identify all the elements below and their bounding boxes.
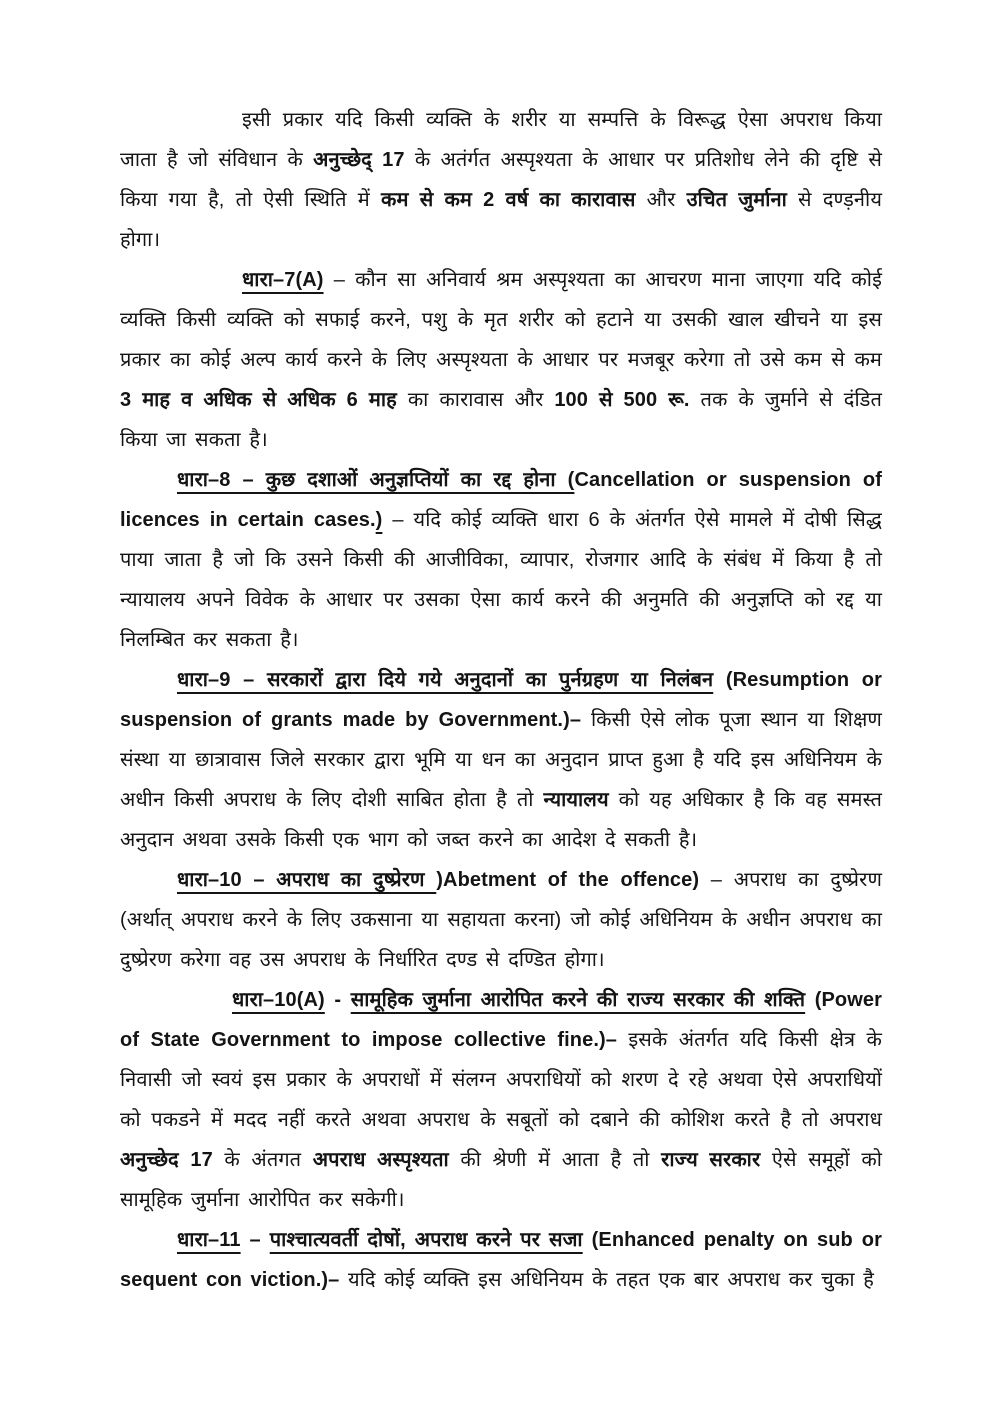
body-text: ऐसे समूहों को सामूहिक जुर्माना आरोपित कर सकेगी। — [120, 1149, 882, 1211]
section-10a-heading-english: (Power of State Government to impose collective fine.)– — [120, 989, 883, 1051]
section-7a-heading: धारा–7(A) — [242, 269, 324, 291]
para-section-11 — [120, 1220, 882, 1300]
body-text: और — [635, 189, 687, 211]
section-9-heading-english: (Resumption or suspension of grants made by Government.)– — [120, 669, 882, 731]
body-text: के अंतगत — [212, 1149, 313, 1171]
section-10a-heading-title: सामूहिक जुर्माना आरोपित करने की राज्य सरकार की शक्ति — [350, 989, 806, 1011]
bold-phrase-months: 3 माह व अधिक से अधिक 6 माह — [120, 389, 397, 411]
bold-phrase-article-17: अनुच्छेद् 17 — [313, 149, 405, 171]
bold-phrase-article-17: अनुच्छेद 17 — [120, 1149, 213, 1171]
section-11-heading-number: धारा–11 — [177, 1229, 241, 1251]
text-block — [120, 100, 882, 1300]
para-section-10 — [120, 860, 882, 980]
section-8-heading-english: Cancellation or suspension of licences in certain cases. — [120, 469, 882, 531]
body-text: – यदि कोई व्यक्ति धारा 6 के अंतर्गत ऐसे मामले में दोषी सिद्ध पाया जाता है जो कि उसने किसी की आजीविका, व्यापार, रोजगार आदि के संबंध में किया है तो न्यायालय अपने विवेक के आधार पर उसका ऐसा कार्य करने की अनुमति की अनुज्ञप्ति को रद्द या निलम्बित कर सकता है। — [120, 509, 882, 651]
body-text: इसके अंतर्गत यदि किसी क्षेत्र के निवासी जो स्वयं इस प्रकार के अपराधों में संलग्न अपराधियों को शरण दे रहे अथवा ऐसे अपराधियों को पकडने में मदद नहीं करते अथवा अपराध के सबूतों को दबाने की कोशिश करते है तो अपराध — [120, 1029, 882, 1131]
section-11-heading-title: पाश्चात्यवर्ती दोषों, अपराध करने पर सजा — [269, 1229, 583, 1251]
body-text: के अतंर्गत अस्पृश्यता के आधार पर प्रतिशोध लेने की दृष्टि से किया गया है, तो ऐसी स्थिति में — [120, 149, 882, 211]
section-11-heading-dash: – — [240, 1229, 270, 1251]
body-text: – अपराध का दुष्प्रेरण (अर्थात् अपराध करने के लिए उकसाना या सहायता करना) जो कोई अधिनियम के अधीन अपराध का दुष्प्रेरण करेगा वह उस अपराध के निर्धारित दण्ड से दण्डित होगा। — [120, 869, 882, 971]
body-text: – कौन सा अनिवार्य श्रम अस्पृश्यता का आचरण माना जाएगा यदि कोई व्यक्ति किसी व्यक्ति को सफाई करने, पशु के मृत शरीर को हटाने या उसकी खाल खीचने या इस प्रकार का कोई अल्प कार्य करने के लिए अस्पृश्यता के आधार पर मजबूर करेगा तो उसे कम से कम — [120, 269, 882, 371]
bold-phrase-untouchability-offence: अपराध अस्पृश्यता — [312, 1149, 449, 1171]
body-text: की श्रेणी में आता है तो — [448, 1149, 662, 1171]
bold-phrase-imprisonment: कम से कम 2 वर्ष का कारावास — [381, 189, 636, 211]
bold-phrase-state-government: राज्य सरकार — [661, 1149, 761, 1171]
para-intro — [120, 100, 882, 260]
section-10a-heading-dash: - — [324, 989, 351, 1011]
body-text: को यह अधिकार है कि वह समस्त अनुदान अथवा उसके किसी एक भाग को जब्त करने का आदेश दे सकती है। — [120, 789, 882, 851]
para-section-7a — [120, 260, 882, 460]
section-10a-heading-number: धारा–10(A) — [232, 989, 325, 1011]
bold-phrase-fine: उचित जुर्माना — [686, 189, 787, 211]
section-8-heading-paren: ) — [375, 509, 383, 531]
body-text: किसी ऐसे लोक पूजा स्थान या शिक्षण संस्था या छात्रावास जिले सरकार द्वारा भूमि या धन का अनुदान प्राप्त हुआ है यदि इस अधिनियम के अधीन किसी अपराध के लिए दोशी साबित होता है तो — [120, 709, 882, 811]
section-10-heading: धारा–10 – अपराध का दुष्प्रेरण — [177, 869, 437, 891]
section-10-heading-english: )Abetment of the offence) — [436, 869, 700, 891]
body-text: तक के जुर्माने से दंडित किया जा सकता है। — [120, 389, 882, 451]
para-section-10a — [120, 980, 882, 1220]
para-section-9 — [120, 660, 882, 860]
section-11-heading-english: (Enhanced penalty on sub or sequent con viction.)– — [120, 1229, 882, 1291]
bold-phrase-court: न्यायालय — [543, 789, 609, 811]
section-9-heading: धारा–9 – सरकारों द्वारा दिये गये अनुदानों का पुर्नग्रहण या निलंबन — [177, 669, 714, 691]
section-8-heading: धारा–8 – कुछ दशाओं अनुज्ञप्तियों का रद्द होना ( — [177, 469, 575, 491]
body-text: का कारावास और — [396, 389, 555, 411]
body-text: यदि कोई व्यक्ति इस अधिनियम के तहत एक बार अपराध कर चुका है — [348, 1269, 874, 1291]
body-text: इसी प्रकार यदि किसी व्यक्ति के शरीर या सम्पत्ति के विरूद्ध ऐसा अपराध किया जाता है जो संविधान के — [120, 109, 882, 171]
body-text: से दण्ड़नीय होगा। — [120, 189, 883, 251]
para-section-8 — [120, 460, 882, 660]
bold-phrase-fine-amount: 100 से 500 रू. — [554, 389, 690, 411]
